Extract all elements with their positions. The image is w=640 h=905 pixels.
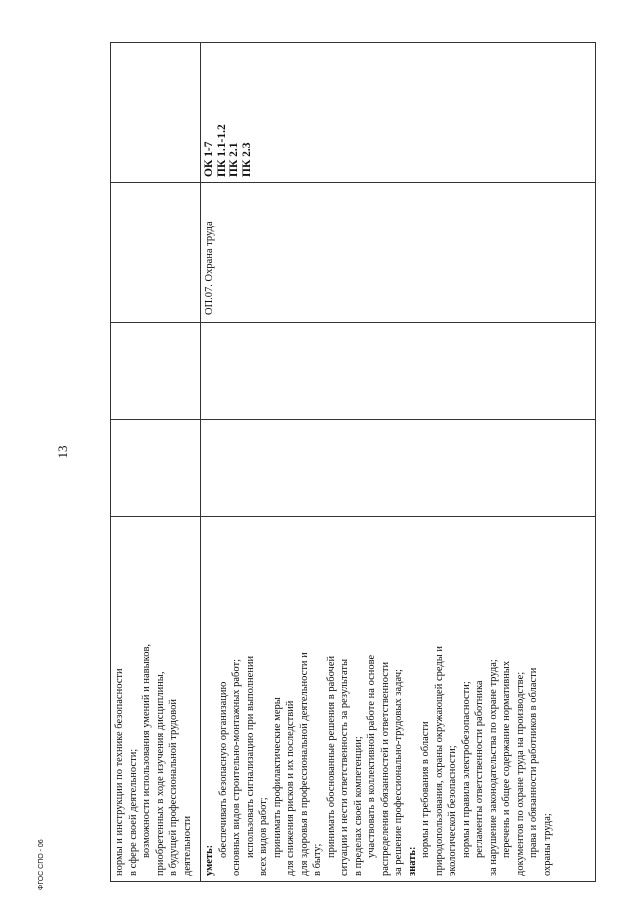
text-line: в будущей профессиональной трудовой [168, 698, 179, 876]
table-row-labor-safety [200, 42, 596, 882]
competency-code: ПК 2.3 [240, 142, 253, 177]
empty-cell [111, 419, 200, 516]
knowledge-heading: знать: [406, 846, 418, 876]
text-line: в быту; [312, 843, 323, 876]
text-line: в пределах своей компетенции; [352, 736, 364, 876]
text-line: обеспечивать безопасную организацию [217, 681, 229, 858]
text-line: в сфере своей деятельности; [127, 748, 139, 876]
text-line: охраны труда; [541, 813, 553, 876]
discipline-cell [201, 182, 595, 322]
text-line: ситуации и нести ответственность за результаты [339, 658, 350, 876]
competency-code: ПК 2.1 [228, 142, 240, 177]
text-line: документов по охране труда на производстве; [514, 671, 526, 876]
content-cell-continued [111, 516, 200, 881]
content-cell-skills-knowledge [201, 516, 595, 881]
text-line: возможности использования умений и навыков, [141, 643, 152, 858]
skills-heading: уметь: [204, 844, 215, 876]
text-line: нормы и инструкции по технике безопасности [114, 668, 125, 876]
competency-code: ПК 1.1-1.2 [215, 124, 228, 177]
text-line: за нарушение законодательства по охране труда; [487, 659, 499, 876]
text-line: природопользования, охраны окружающей среды и [433, 645, 445, 876]
discipline-name: ОП.07. Охрана труда [204, 221, 215, 315]
skills-list [217, 522, 406, 876]
text-line: приобретенных в ходе изучения дисциплины, [154, 671, 166, 876]
text-line: права и обязанности работников в области [528, 667, 539, 858]
empty-cell [201, 322, 595, 419]
text-line: использовать сигнализацию при выполнении [244, 655, 256, 858]
text-line: за решение профессионально-трудовых задач; [393, 669, 404, 876]
text-line: участвовать в коллективной работе на основе [366, 654, 377, 858]
text-line: нормы и требования в области [420, 721, 431, 858]
text-line: принимать профилактические меры [271, 697, 283, 858]
text-line: деятельности [181, 815, 193, 876]
text-line: нормы и правила электробезопасности; [460, 681, 472, 858]
text-line: перечень и общее содержание нормативных [501, 660, 512, 858]
competency-code: ОК 1-7 [203, 141, 215, 177]
competency-cell [201, 43, 595, 182]
knowledge-list [419, 522, 554, 876]
empty-cell [111, 43, 200, 182]
text-line: распределения обязанностей и ответственности [379, 661, 391, 876]
page-number: 13 [55, 445, 70, 459]
text-line: для снижения рисков и их последствий [285, 700, 296, 876]
competency-table [110, 42, 596, 882]
empty-cell [111, 322, 200, 419]
text-line: экологической безопасности; [447, 745, 458, 876]
document-footer: ФГОС СПО - 06 [38, 839, 45, 890]
text-line: всех видов работ; [258, 797, 269, 876]
empty-cell [111, 182, 200, 322]
text-line: для здоровья в профессиональной деятельности и [298, 652, 310, 876]
text-line: регламенты ответственности работника [474, 680, 485, 858]
table-row-continued [110, 42, 200, 882]
text-line: основных видов строительно-монтажных работ; [231, 658, 242, 876]
text-line: принимать обоснованные решения в рабочей [325, 655, 337, 858]
empty-cell [201, 419, 595, 516]
